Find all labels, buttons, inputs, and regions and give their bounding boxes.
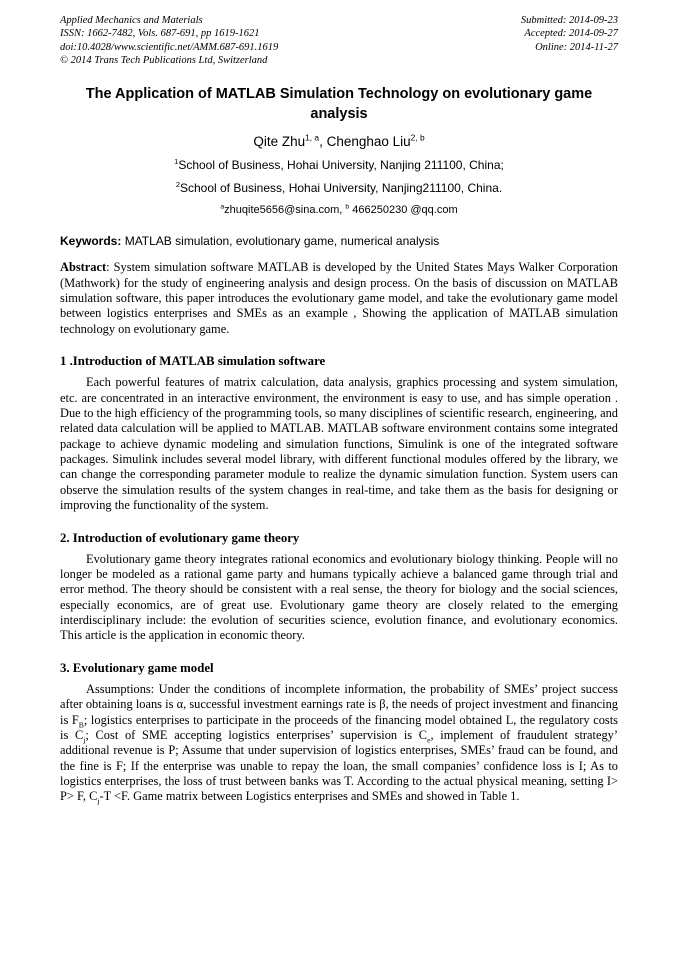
submission-dates <box>521 14 618 68</box>
keywords-label: Keywords: <box>60 234 122 249</box>
keywords-text: MATLAB simulation, evolutionary game, numerical analysis <box>121 234 440 249</box>
affiliation-1: $^1$School of Business, Hohai University, Nanjing 211100, China; <box>174 157 504 173</box>
authors-line: Qite Zhu$^{1, a}$, Chenghao Liu$^{2, b}$ <box>253 132 425 150</box>
section-1-paragraph: Each powerful features of matrix calculation, data analysis, graphics processing and system simulation, etc. are concentrated in an interactive environment, the environment is easy to use, and has simple operation . Due to the high efficiency of the programming tools, so many disciplines of scientific research, engineering, and related data calculation will be applied to MATLAB. MATLAB software environment contains some integrated package to achieve dynamic modeling and simulation functions, Simulink is one of the integrated software packages. Simulink includes several model library, with different functional modules offered by the library, we can change the corresponding parameter module to realize the dynamic simulation function. System users can observe the simulation results of the system changes in real-time, and take them as the basis for designing or improving the functionality of the system. <box>60 375 618 513</box>
journal-doi: doi:10.4028/www.scientific.net/AMM.687-691.1619 <box>60 41 279 53</box>
journal-issn: ISSN: 1662-7482, Vols. 687-691, pp 1619-1621 <box>60 28 260 40</box>
journal-info <box>60 14 278 68</box>
submitted-date: Submitted: 2014-09-23 <box>520 15 618 26</box>
journal-name: Applied Mechanics and Materials <box>60 15 203 26</box>
abstract-label: Abstract <box>60 260 107 275</box>
keywords-line <box>60 234 618 248</box>
author-emails: $^a$zhuqite5656@sina.com, $^b$ 466250230 @qq.com <box>220 203 458 217</box>
section-2-heading: 2. Introduction of evolutionary game theory <box>60 530 300 545</box>
section-2-paragraph: Evolutionary game theory integrates rational economics and evolutionary biology thinking. People will no longer be modeled as a rational game party and humans typically achieve a balanced game through trial and error method. The theory should be consistent with a real sense, the theory for biology and the social sciences, especially economics, are of great use. Evolutionary game theory are closely related to the emerging interdisciplinary include: the evolution of securities science, evolution finance, and evolutionary economics. This article is the application in economic theory. <box>60 551 618 643</box>
affiliation-2: $^2$School of Business, Hohai University, Nanjing211100, China. <box>175 180 503 196</box>
accepted-date: Accepted: 2014-09-27 <box>524 28 618 40</box>
abstract-paragraph <box>60 260 618 337</box>
section-3-paragraph: Assumptions: Under the conditions of incomplete information, the probability of SMEs’ project success after obtaining loans is α, successful investment earnings rate is β, the needs of project investment and financing is $F_B$; logistics enterprises to participate in the proceeds of the financing model obtained L, the regulatory costs is $C_j$; Cost of SME accepting logistics enterprises’ supervision is $C_e$, implement of fraudulent strategy’ additional revenue is P; Assume that under supervision of logistics enterprises, SMEs’ fraud can be found, and the fine is F; If the enterprise was unable to repay the loan, the small companies’ confidence loss is I; As to logistics enterprises, the loss of trust between banks was T. According to the actual physical meaning, setting I> P> F, $C_j-T <F$. Game matrix between Logistics enterprises and SMEs and showed in Table 1. <box>60 681 618 806</box>
section-1-heading: 1 .Introduction of MATLAB simulation software <box>60 354 326 369</box>
paper-header <box>60 14 618 68</box>
abstract-text: : System simulation software MATLAB is developed by the United States Mays Walker Corporation (Mathwork) for the study of engineering analysis and design process. On the basis of discussion on MATLAB simulation software, this paper introduces the evolutionary game model, and take the evolutionary game model between logistics enterprises and SMEs as an example , Showing the application of MATLAB simulation technology on evolutionary game. <box>60 260 618 336</box>
journal-copyright: © 2014 Trans Tech Publications Ltd, Switzerland <box>60 55 268 67</box>
online-date: Online: 2014-11-27 <box>535 41 618 53</box>
paper-title: The Application of MATLAB Simulation Technology on evolutionary game analysis <box>85 85 593 123</box>
section-3-heading: 3. Evolutionary game model <box>60 660 214 675</box>
